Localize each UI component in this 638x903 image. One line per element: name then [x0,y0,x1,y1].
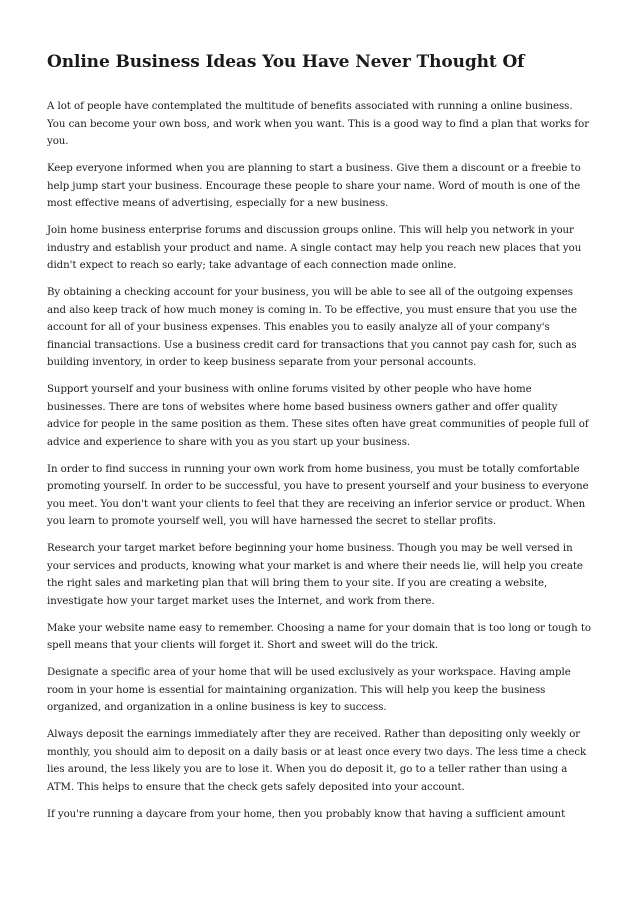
paragraph-9: Designate a specific area of your home that will be used exclusively as your workspace. Having ample room in your home is essential for maintaining organization. This will help you keep the business organized, and organization in a online business is key to success. [47,667,571,713]
paragraph-8: Make your website name easy to remember. Choosing a name for your domain that is too long or tough to spell means that your clients will forget it. Short and sweet will do the trick. [47,622,591,651]
document-title: Online Business Ideas You Have Never Thought Of [47,52,525,72]
paragraph-6: In order to find success in running your own work from home business, you must be totally comfortable promoting yourself. In order to be successful, you have to present yourself and your business to everyone you meet. You don't want your clients to feel that they are receiving an inferior service or product. When you learn to promote yourself well, you will have harnessed the secret to stellar profits. [47,463,589,527]
paragraph-11: If you're running a daycare from your home, then you probably know that having a sufficient amount [47,808,566,820]
document-page [47,52,592,833]
paragraph-4: By obtaining a checking account for your business, you will be able to see all of the outgoing expenses and also keep track of how much money is coming in. To be effective, you must ensure that you use the account for all of your business expenses. This enables you to easily analyze all of your company's financial transactions. Use a business credit card for transactions that you cannot pay cash for, such as building inventory, in order to keep business separate from your personal accounts. [47,287,577,368]
paragraph-10: Always deposit the earnings immediately after they are received. Rather than depositing only weekly or monthly, you should aim to deposit on a daily basis or at least once every two days. The less time a check lies around, the less likely you are to lose it. When you do deposit it, go to a teller rather than using a ATM. This helps to ensure that the check gets safely deposited into your account. [47,729,587,793]
paragraph-7: Research your target market before beginning your home business. Though you may be well versed in your services and products, knowing what your market is and where their needs lie, will help you create the right sales and marketing plan that will bring them to your site. If you are creating a website, investigate how your target market uses the Internet, and work from there. [47,543,583,607]
paragraph-2: Keep everyone informed when you are planning to start a business. Give them a discount or a freebie to help jump start your business. Encourage these people to share your name. Word of mouth is one of the most effective means of advertising, especially for a new business. [47,163,581,209]
paragraph-3: Join home business enterprise forums and discussion groups online. This will help you network in your industry and establish your product and name. A single contact may help you reach new places that you didn't expect to reach so early; take advantage of each connection made online. [47,225,582,271]
paragraph-1: A lot of people have contemplated the multitude of benefits associated with running a online business. You can become your own boss, and work when you want. This is a good way to find a plan that works for you. [47,101,590,147]
paragraph-5: Support yourself and your business with online forums visited by other people who have home businesses. There are tons of websites where home based business owners gather and offer quality advice for people in the same position as them. These sites often have great communities of people full of advice and experience to share with you as you start up your business. [47,384,589,448]
